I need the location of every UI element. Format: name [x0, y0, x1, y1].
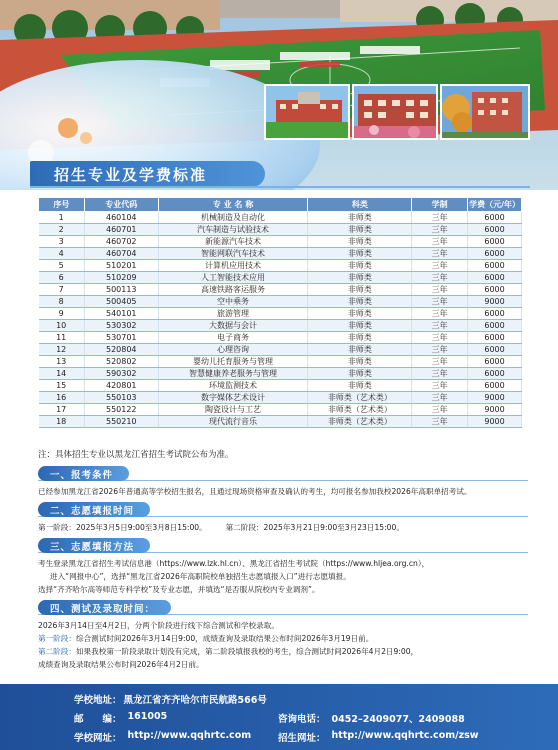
- phase2-text: 如果我校第一阶段录取计划没有完成，第二阶段填报我校的考生，综合测试时间2026年4月2日9:00，: [75, 647, 419, 656]
- cell-number: 11: [39, 332, 85, 344]
- phone-label: 咨询电话：: [278, 714, 326, 725]
- cell-major: 机械制造及自动化: [158, 212, 308, 224]
- cell-duration: 三年: [412, 308, 468, 320]
- section-application-time-header: [38, 502, 528, 517]
- cell-category: 非师类: [308, 284, 412, 296]
- phase1-time: 第一阶段：2025年3月5日9:00至3月8日15:00。: [38, 523, 207, 532]
- address-value: 黑龙江省齐齐哈尔市民航路566号: [123, 695, 267, 706]
- col-header-code: 专业代码: [84, 198, 158, 212]
- admission-site-link[interactable]: http://www.qqhrtc.com/zsw: [331, 730, 479, 741]
- cell-category: 非师类（艺术类）: [308, 416, 412, 428]
- cell-number: 13: [39, 356, 85, 368]
- cell-number: 14: [39, 368, 85, 380]
- col-header-duration: 学制: [412, 198, 468, 212]
- cell-category: 非师类: [308, 260, 412, 272]
- cell-code: 460702: [84, 236, 158, 248]
- page-title-text: 招生专业及学费标准: [54, 165, 208, 184]
- cell-tuition: 6000: [468, 284, 522, 296]
- table-row: [39, 248, 522, 260]
- cell-code: 550103: [84, 392, 158, 404]
- cell-category: 非师类: [308, 332, 412, 344]
- cell-number: 7: [39, 284, 85, 296]
- section-application-method-header: [38, 538, 528, 553]
- cell-number: 4: [39, 248, 85, 260]
- cell-major: 新能源汽车技术: [158, 236, 308, 248]
- contact-footer: [0, 684, 558, 750]
- table-row: [39, 344, 522, 356]
- cell-code: 540101: [84, 308, 158, 320]
- cell-number: 2: [39, 224, 85, 236]
- table-note: 注：具体招生专业以黑龙江省招生考试院公布为准。: [38, 450, 234, 460]
- address-row: [74, 692, 267, 706]
- table-row: [39, 284, 522, 296]
- postcode-value: 161005: [127, 711, 168, 722]
- cell-category: 非师类: [308, 272, 412, 284]
- page-title: [30, 161, 265, 187]
- table-body: [39, 212, 522, 428]
- cell-category: 非师类: [308, 212, 412, 224]
- cell-tuition: 6000: [468, 380, 522, 392]
- majors-fee-table: [38, 197, 522, 428]
- cell-major: 智能网联汽车技术: [158, 248, 308, 260]
- cell-code: 500113: [84, 284, 158, 296]
- cell-major: 空中乘务: [158, 296, 308, 308]
- cell-number: 18: [39, 416, 85, 428]
- cell-code: 500405: [84, 296, 158, 308]
- cell-tuition: 6000: [468, 344, 522, 356]
- campus-photo-2: [352, 84, 438, 140]
- cell-tuition: 6000: [468, 368, 522, 380]
- cell-tuition: 6000: [468, 308, 522, 320]
- cell-duration: 三年: [412, 212, 468, 224]
- cell-code: 550210: [84, 416, 158, 428]
- cell-category: 非师类: [308, 308, 412, 320]
- cell-tuition: 6000: [468, 260, 522, 272]
- cell-tuition: 9000: [468, 416, 522, 428]
- cell-category: 非师类: [308, 248, 412, 260]
- cell-tuition: 6000: [468, 356, 522, 368]
- table-row: [39, 260, 522, 272]
- admission-site-row: [278, 730, 479, 744]
- cell-number: 9: [39, 308, 85, 320]
- cell-major: 大数据与会计: [158, 320, 308, 332]
- cell-category: 非师类: [308, 368, 412, 380]
- section-title: 三、志愿填报方法: [38, 538, 150, 553]
- cell-code: 510201: [84, 260, 158, 272]
- table-row: [39, 308, 522, 320]
- campus-photo-3: [440, 84, 530, 140]
- cell-category: 非师类: [308, 344, 412, 356]
- application-method-text: [38, 557, 528, 596]
- cell-category: 非师类: [308, 320, 412, 332]
- table-row: [39, 380, 522, 392]
- cell-duration: 三年: [412, 344, 468, 356]
- cell-duration: 三年: [412, 296, 468, 308]
- cell-code: 520802: [84, 356, 158, 368]
- admission-site-label: 招生网址：: [278, 733, 326, 744]
- cell-duration: 三年: [412, 224, 468, 236]
- cell-code: 460701: [84, 224, 158, 236]
- website-row: [74, 730, 251, 744]
- phase1-label: 第一阶段：: [38, 634, 76, 643]
- cell-category: 非师类: [308, 224, 412, 236]
- cell-category: 非师类（艺术类）: [308, 404, 412, 416]
- test-line: [38, 632, 528, 645]
- cell-major: 智慧健康养老服务与管理: [158, 368, 308, 380]
- phone-value: 0452–2409077、2409088: [331, 714, 465, 725]
- cell-number: 3: [39, 236, 85, 248]
- table-row: [39, 224, 522, 236]
- cell-major: 心理咨询: [158, 344, 308, 356]
- table-row: [39, 272, 522, 284]
- cell-number: 17: [39, 404, 85, 416]
- cell-number: 10: [39, 320, 85, 332]
- cell-number: 1: [39, 212, 85, 224]
- cell-duration: 三年: [412, 320, 468, 332]
- cell-number: 12: [39, 344, 85, 356]
- cell-duration: 三年: [412, 248, 468, 260]
- eligibility-text: 已经参加黑龙江省2026年普通高等学校招生报名，且通过现场资格审查及确认的考生，均可报名参加我校2026年高职单招考试。: [38, 487, 472, 496]
- table-row: [39, 356, 522, 368]
- cell-tuition: 9000: [468, 296, 522, 308]
- method-line: 选择“齐齐哈尔高等师范专科学校”及专业志愿，并填选“是否服从院校内专业调剂”。: [38, 585, 320, 594]
- cell-major: 高速铁路客运服务: [158, 284, 308, 296]
- test-line: 成绩查询及录取结果公布时间2026年4月2日前。: [38, 660, 204, 669]
- cell-number: 6: [39, 272, 85, 284]
- table-row: [39, 236, 522, 248]
- cell-tuition: 6000: [468, 272, 522, 284]
- cell-duration: 三年: [412, 404, 468, 416]
- cell-number: 8: [39, 296, 85, 308]
- cell-major: 汽车制造与试验技术: [158, 224, 308, 236]
- cell-tuition: 6000: [468, 320, 522, 332]
- cell-major: 电子商务: [158, 332, 308, 344]
- cell-major: 婴幼儿托育服务与管理: [158, 356, 308, 368]
- cell-major: 旅游管理: [158, 308, 308, 320]
- section-title: 二、志愿填报时间: [38, 502, 150, 517]
- section-eligibility-header: [38, 466, 528, 481]
- cell-category: 非师类: [308, 356, 412, 368]
- application-time-text: [38, 521, 528, 534]
- cell-code: 550122: [84, 404, 158, 416]
- cell-code: 460104: [84, 212, 158, 224]
- col-header-category: 科类: [308, 198, 412, 212]
- cell-tuition: 6000: [468, 248, 522, 260]
- cell-code: 510209: [84, 272, 158, 284]
- table-header-row: [39, 198, 522, 212]
- cell-duration: 三年: [412, 416, 468, 428]
- cell-tuition: 6000: [468, 212, 522, 224]
- cell-number: 15: [39, 380, 85, 392]
- table-row: [39, 368, 522, 380]
- test-line: 2026年3月14日至4月2日，分两个阶段进行线下综合测试和学校录取。: [38, 621, 279, 630]
- table-row: [39, 392, 522, 404]
- cell-duration: 三年: [412, 284, 468, 296]
- postcode-label: 邮 编：: [74, 714, 122, 725]
- cell-duration: 三年: [412, 272, 468, 284]
- cell-code: 460704: [84, 248, 158, 260]
- section-title: 一、报考条件: [38, 466, 129, 481]
- cell-code: 520804: [84, 344, 158, 356]
- cell-major: 现代流行音乐: [158, 416, 308, 428]
- method-line: 考生登录黑龙江省招生考试信息港（https://www.lzk.hl.cn）、黑龙江省招生考试院（https://www.hljea.org.cn），: [38, 559, 430, 568]
- table-row: [39, 296, 522, 308]
- cell-major: 计算机应用技术: [158, 260, 308, 272]
- cell-tuition: 9000: [468, 404, 522, 416]
- test-admission-text: [38, 619, 528, 671]
- cell-major: 陶瓷设计与工艺: [158, 404, 308, 416]
- cell-code: 530302: [84, 320, 158, 332]
- cell-duration: 三年: [412, 356, 468, 368]
- address-label: 学校地址：: [74, 695, 122, 706]
- cell-major: 数字媒体艺术设计: [158, 392, 308, 404]
- table-row: [39, 416, 522, 428]
- postcode-row: [74, 711, 167, 725]
- cell-duration: 三年: [412, 380, 468, 392]
- table-row: [39, 332, 522, 344]
- col-header-tuition: 学费（元/年）: [468, 198, 522, 212]
- section-test-admission-header: [38, 600, 528, 615]
- cell-number: 16: [39, 392, 85, 404]
- cell-duration: 三年: [412, 392, 468, 404]
- cell-category: 非师类: [308, 236, 412, 248]
- col-header-major: 专 业 名 称: [158, 198, 308, 212]
- table-row: [39, 320, 522, 332]
- cell-code: 420801: [84, 380, 158, 392]
- cell-tuition: 9000: [468, 392, 522, 404]
- phase2-time: 第二阶段：2025年3月21日9:00至3月23日15:00。: [225, 523, 404, 532]
- phone-row: [278, 711, 465, 725]
- cell-category: 非师类: [308, 380, 412, 392]
- title-underline: [30, 186, 530, 188]
- cell-category: 非师类: [308, 296, 412, 308]
- cell-code: 590302: [84, 368, 158, 380]
- cell-tuition: 6000: [468, 224, 522, 236]
- method-line: 进入“网报中心”，选择“黑龙江省2026年高职院校单独招生志愿填报入口”进行志愿填报。: [50, 572, 351, 581]
- table-row: [39, 212, 522, 224]
- cell-number: 5: [39, 260, 85, 272]
- cell-major: 环境监测技术: [158, 380, 308, 392]
- cell-duration: 三年: [412, 260, 468, 272]
- cell-category: 非师类（艺术类）: [308, 392, 412, 404]
- cell-duration: 三年: [412, 332, 468, 344]
- cell-code: 530701: [84, 332, 158, 344]
- phase2-label: 第二阶段：: [38, 647, 76, 656]
- cell-major: 人工智能技术应用: [158, 272, 308, 284]
- cell-duration: 三年: [412, 368, 468, 380]
- campus-photo-1: [264, 84, 350, 140]
- cell-tuition: 6000: [468, 332, 522, 344]
- cell-tuition: 6000: [468, 236, 522, 248]
- test-line: [38, 645, 528, 658]
- website-link[interactable]: http://www.qqhrtc.com: [127, 730, 252, 741]
- cell-duration: 三年: [412, 236, 468, 248]
- section-title: 四、测试及录取时间：: [38, 600, 171, 615]
- table-row: [39, 404, 522, 416]
- col-header-number: 序号: [39, 198, 85, 212]
- website-label: 学校网址：: [74, 733, 122, 744]
- phase1-text: 综合测试时间2026年3月14日9:00，成绩查询及录取结果公布时间2026年3月19日前。: [75, 634, 374, 643]
- decorative-circle: [58, 118, 78, 138]
- decorative-circle: [80, 132, 92, 144]
